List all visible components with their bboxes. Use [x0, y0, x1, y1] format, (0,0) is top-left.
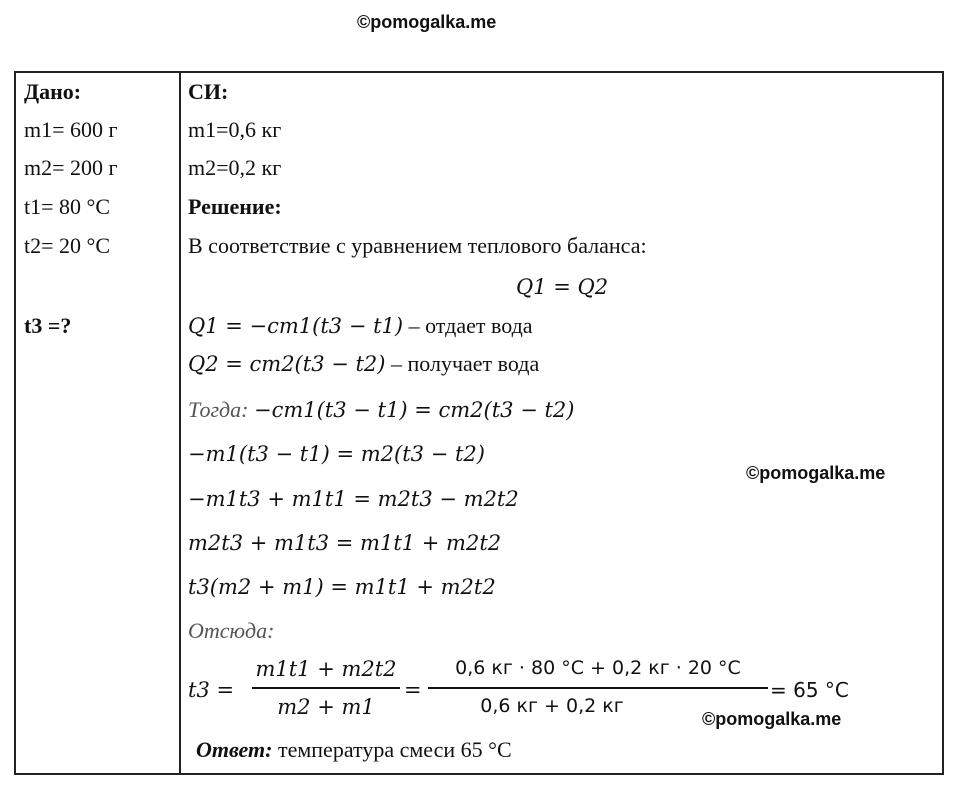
solution-table [14, 71, 944, 775]
equation-q1: Q1 = −cm1(t3 − t1) [188, 314, 404, 338]
answer-text: температура смеси 65 °C [277, 737, 512, 762]
watermark-bottom: ©pomogalka.me [702, 709, 842, 729]
final-numerator: m1t1 + m2t2 [255, 657, 397, 681]
final-result: = 65 °C [770, 678, 849, 702]
hence-label: Отсюда: [188, 618, 275, 643]
given-t1: t1= 80 °C [24, 194, 110, 219]
equation-balance: Q1 = Q2 [516, 275, 609, 299]
equation-step3: m2t3 + m1t3 = m1t1 + m2t2 [188, 531, 502, 555]
si-heading: СИ: [188, 79, 229, 104]
equation-step2: −m1t3 + m1t1 = m2t3 − m2t2 [188, 487, 519, 511]
solution-intro: В соответствие с уравнением теплового баланса: [188, 233, 647, 258]
watermark-top: ©pomogalka.me [357, 12, 497, 32]
equation-q1-row [188, 313, 533, 339]
si-m1: m1=0,6 кг [188, 117, 282, 142]
equation-q2-row [188, 351, 539, 377]
final-numerator-values: 0,6 кг · 80 °C + 0,2 кг · 20 °C [455, 657, 741, 679]
watermark-middle: ©pomogalka.me [746, 463, 886, 483]
answer-row [196, 737, 512, 763]
given-heading: Дано: [24, 79, 82, 104]
final-denominator-values: 0,6 кг + 0,2 кг [480, 695, 624, 717]
equation-step1: −m1(t3 − t1) = m2(t3 − t2) [188, 442, 485, 466]
equation-q2: Q2 = cm2(t3 − t2) [188, 352, 386, 376]
answer-label: Ответ: [196, 737, 273, 762]
equation-then: −cm1(t3 − t1) = cm2(t3 − t2) [253, 398, 575, 422]
final-denominator: m2 + m1 [277, 695, 375, 719]
si-m2: m2=0,2 кг [188, 155, 282, 180]
solution-heading: Решение: [188, 194, 282, 219]
then-label: Тогда: [188, 397, 249, 422]
final-fraction-bar [252, 687, 400, 689]
final-lhs: t3 = [188, 678, 235, 702]
equation-step4: t3(m2 + m1) = m1t1 + m2t2 [188, 575, 496, 599]
given-find: t3 =? [24, 313, 72, 338]
given-m1: m1= 600 г [24, 117, 118, 142]
final-equals: = [404, 678, 422, 702]
column-divider [179, 73, 181, 773]
equation-then-row [188, 397, 574, 423]
given-t2: t2= 20 °C [24, 233, 110, 258]
final-values-bar [428, 687, 768, 689]
equation-q1-note: – отдает вода [408, 313, 533, 338]
equation-q2-note: – получает вода [391, 351, 540, 376]
given-m2: m2= 200 г [24, 155, 118, 180]
